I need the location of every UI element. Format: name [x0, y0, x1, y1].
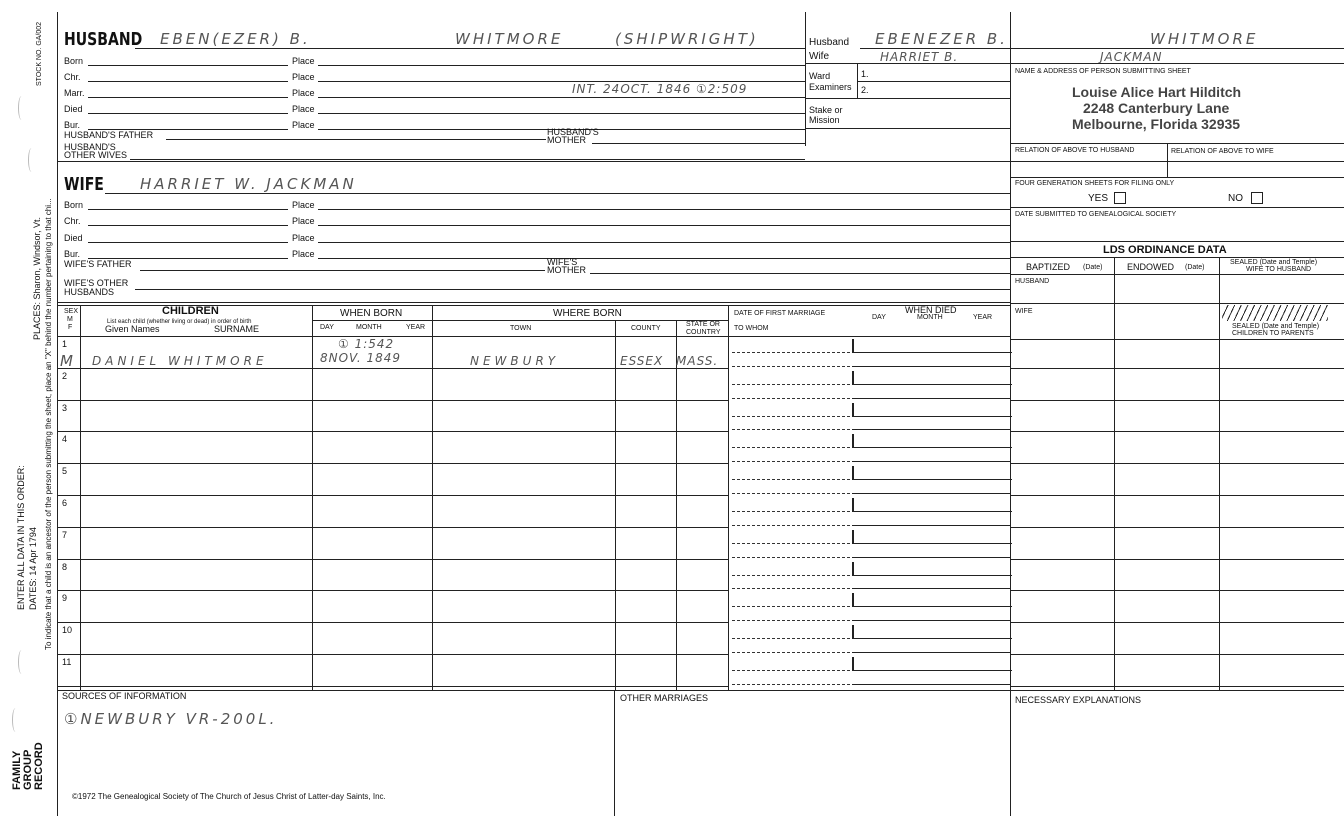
examiner-1: 1. [861, 69, 869, 79]
died-bracket [852, 530, 1012, 544]
no-checkbox[interactable] [1251, 192, 1263, 204]
died-line [852, 620, 1010, 621]
marriage-dash-line [732, 461, 850, 462]
to-whom-label: TO WHOM [734, 325, 769, 332]
lds-row-line [1010, 400, 1344, 401]
child-row-number: 11 [62, 657, 72, 667]
children-note: List each child (whether living or dead) in order of birth [107, 319, 252, 325]
died-line [852, 429, 1010, 430]
field-line [318, 113, 805, 114]
divider [1010, 274, 1344, 275]
died-bracket [852, 339, 1012, 353]
husband-died-label: Died [64, 104, 83, 114]
field-line [140, 270, 545, 271]
field-line [88, 113, 288, 114]
punch-hole-mark [28, 148, 35, 172]
field-line [88, 81, 288, 82]
child-row-number: 8 [62, 562, 68, 572]
place-label: Place [292, 56, 315, 66]
baptized-label: BAPTIZED [1026, 262, 1071, 272]
when-born-label: WHEN BORN [340, 308, 403, 319]
wife-father-label: WIFE'S FATHER [64, 259, 132, 269]
marriage-dash-line [732, 525, 850, 526]
divider [805, 63, 1344, 64]
child-1-town: NEWBURY [470, 354, 560, 368]
husband-given-name: EBEN(EZER) B. [160, 30, 311, 48]
lds-row-line [1010, 559, 1344, 560]
died-bracket [852, 657, 1012, 671]
stake-label: Stake or Mission [809, 105, 843, 125]
born-month-label: MONTH [356, 324, 382, 331]
given-names-label: Given Names [105, 324, 160, 334]
index-wife-label: Wife [809, 51, 829, 62]
field-line [135, 289, 1010, 290]
died-line [852, 461, 1010, 462]
lds-row-line [1010, 527, 1344, 528]
divider [432, 305, 433, 690]
place-label: Place [292, 200, 315, 210]
form-title: FAMILY GROUP RECORD [11, 742, 45, 790]
divider [57, 690, 1344, 691]
divider [80, 305, 81, 690]
when-died-label: WHEN DIED [905, 305, 957, 315]
wife-died-label: Died [64, 233, 83, 243]
place-label: Place [292, 104, 315, 114]
endowed-label: ENDOWED [1127, 262, 1174, 272]
wife-other-husbands-label: WIFE'S OTHER HUSBANDS [64, 278, 129, 297]
child-row-number: 1 [62, 339, 68, 349]
field-line [318, 225, 1010, 226]
died-bracket [852, 434, 1012, 448]
child-row-line [57, 559, 728, 560]
yes-checkbox[interactable] [1114, 192, 1126, 204]
marriage-dash-line [732, 543, 850, 544]
born-day-label: DAY [320, 324, 334, 331]
wife-chr-label: Chr. [64, 216, 81, 226]
divider [805, 98, 1010, 99]
marriage-dash-line [732, 557, 850, 558]
child-1-born-ref: ① 1:542 [338, 337, 395, 351]
lds-row-line [1010, 654, 1344, 655]
field-line [318, 258, 1010, 259]
marriage-dash-line [732, 384, 850, 385]
died-line [852, 366, 1010, 367]
divider [1010, 143, 1344, 144]
marriage-dash-line [732, 620, 850, 621]
died-line [852, 398, 1010, 399]
town-label: TOWN [510, 325, 532, 332]
marriage-dash-line [732, 352, 850, 353]
marriage-dash-line [732, 447, 850, 448]
field-line [88, 242, 288, 243]
husband-born-label: Born [64, 56, 84, 66]
child-row-line [57, 400, 728, 401]
husband-surname: WHITMORE [455, 30, 564, 48]
marriage-dash-line [732, 670, 850, 671]
husband-heading: HUSBAND [64, 29, 143, 50]
divider [614, 690, 615, 816]
child-row-line [57, 654, 728, 655]
dates-note: DATES: 14 Apr 1794 [28, 527, 38, 610]
divider [57, 336, 1010, 337]
child-row-line [57, 622, 728, 623]
child-1-sex: M [60, 352, 76, 370]
index-husband-label: Husband [809, 37, 850, 48]
field-line [130, 159, 805, 160]
enter-all-note: ENTER ALL DATA IN THIS ORDER: [16, 465, 26, 610]
other-marriages-label: OTHER MARRIAGES [620, 693, 709, 703]
child-row-line [57, 431, 728, 432]
places-note: PLACES: Sharon, Windsor, Vt. [32, 216, 42, 340]
yes-label: YES [1088, 193, 1109, 204]
relation-husband-label: RELATION OF ABOVE TO HUSBAND [1015, 147, 1135, 154]
relation-wife-label: RELATION OF ABOVE TO WIFE [1171, 148, 1274, 155]
divider [805, 12, 806, 146]
marriage-dash-line [732, 479, 850, 480]
wife-born-label: Born [64, 200, 84, 210]
lds-wife-label: WIFE [1015, 308, 1033, 315]
field-line [860, 48, 1344, 49]
baptized-date-label: (Date) [1083, 264, 1103, 271]
died-line [852, 525, 1010, 526]
field-line [318, 65, 805, 66]
place-label: Place [292, 72, 315, 82]
child-row-number: 9 [62, 593, 68, 603]
died-line [852, 684, 1010, 685]
child-row-line [57, 527, 728, 528]
surname-label: SURNAME [214, 324, 260, 334]
child-row-line [57, 463, 728, 464]
child-row-line [57, 495, 728, 496]
marriage-dash-line [732, 638, 850, 639]
field-line [88, 65, 288, 66]
lds-row-line [1010, 368, 1344, 369]
wife-name-line [105, 193, 1010, 194]
place-label: Place [292, 249, 315, 259]
divider [1010, 339, 1344, 340]
lds-row-line [1010, 463, 1344, 464]
hatched-area [1222, 305, 1328, 321]
lds-title: LDS ORDINANCE DATA [1103, 244, 1227, 256]
lds-row-line [1010, 686, 1344, 687]
explanations-label: NECESSARY EXPLANATIONS [1015, 695, 1142, 705]
divider [728, 305, 729, 690]
husband-chr-label: Chr. [64, 72, 81, 82]
punch-hole-mark [18, 650, 25, 674]
place-label: Place [292, 216, 315, 226]
marriage-dash-line [732, 416, 850, 417]
marriage-dash-line [732, 588, 850, 589]
submitter-name: Louise Alice Hart Hilditch [1072, 84, 1242, 100]
divider [1219, 257, 1220, 690]
wife-bur-label: Bur. [64, 249, 81, 259]
examiner-2: 2. [861, 85, 869, 95]
divider [312, 305, 313, 690]
marriage-dash-line [732, 398, 850, 399]
field-line [857, 81, 1010, 82]
wife-heading: WIFE [64, 174, 104, 195]
index-husband-surname: WHITMORE [1150, 30, 1259, 48]
husband-marriage-value: INT. 24OCT. 1846 ①2:509 [572, 82, 748, 96]
lds-row-line [1010, 590, 1344, 591]
lds-row-line [1010, 431, 1344, 432]
died-bracket [852, 593, 1012, 607]
submitter-label: NAME & ADDRESS OF PERSON SUBMITTING SHEET [1015, 68, 1191, 75]
child-1-state: MASS. [676, 354, 719, 368]
child-row-line [57, 590, 728, 591]
divider [1010, 177, 1344, 178]
children-title: CHILDREN [162, 305, 219, 317]
child-row-number: 2 [62, 371, 68, 381]
where-born-label: WHERE BORN [553, 308, 622, 319]
field-line [166, 139, 546, 140]
divider [1010, 257, 1344, 258]
divider [57, 302, 1010, 303]
four-generation-label: FOUR GENERATION SHEETS FOR FILING ONLY [1015, 180, 1175, 187]
husband-father-label: HUSBAND'S FATHER [64, 130, 154, 140]
child-row-number: 4 [62, 434, 68, 444]
marriage-dash-line [732, 684, 850, 685]
divider [312, 320, 432, 321]
marriage-dash-line [732, 606, 850, 607]
index-husband-given: EBENEZER B. [875, 30, 1008, 48]
wife-mother-label: WIFE'S MOTHER [547, 257, 586, 275]
died-year-label: YEAR [973, 314, 993, 321]
lds-husband-label: HUSBAND [1015, 278, 1050, 285]
field-line [318, 242, 1010, 243]
divider [57, 161, 1344, 162]
husband-occupation: (SHIPWRIGHT) [615, 30, 759, 48]
place-label: Place [292, 88, 315, 98]
child-row-number: 7 [62, 530, 68, 540]
child-1-born: 8NOV. 1849 [320, 351, 402, 365]
field-line [88, 97, 288, 98]
child-1-county: ESSEX [620, 354, 664, 368]
divider [676, 320, 677, 690]
child-1-name: DANIEL WHITMORE [92, 354, 268, 368]
field-line [88, 209, 288, 210]
index-wife-surname: JACKMAN [1100, 50, 1163, 64]
county-label: COUNTY [631, 325, 661, 332]
marriage-dash-line [732, 493, 850, 494]
child-row-line [57, 686, 728, 687]
died-bracket [852, 466, 1012, 480]
divider [1167, 143, 1168, 177]
place-label: Place [292, 233, 315, 243]
divider [1114, 257, 1115, 690]
wife-name: HARRIET W. JACKMAN [140, 175, 357, 193]
date-submitted-label: DATE SUBMITTED TO GENEALOGICAL SOCIETY [1015, 211, 1177, 218]
child-row-number: 10 [62, 625, 73, 635]
child-row-number: 3 [62, 403, 68, 413]
submitter-city: Melbourne, Florida 32935 [1072, 116, 1241, 132]
examiners-label: Examiners [809, 82, 852, 92]
divider [1010, 303, 1344, 304]
marriage-dash-line [732, 429, 850, 430]
divider [432, 320, 728, 321]
child-row-line [57, 368, 728, 369]
field-line [318, 97, 805, 98]
field-line [590, 273, 1010, 274]
divider [1010, 241, 1344, 242]
field-line [318, 209, 1010, 210]
marriage-dash-line [732, 366, 850, 367]
died-line [852, 652, 1010, 653]
died-line [852, 557, 1010, 558]
stock-number: STOCK NO. GA/002 [36, 21, 43, 86]
born-year-label: YEAR [406, 324, 426, 331]
died-bracket [852, 403, 1012, 417]
punch-hole-mark [12, 708, 19, 732]
state-label: STATE OR COUNTRY [686, 321, 721, 336]
marriage-dash-line [732, 575, 850, 576]
died-bracket [852, 562, 1012, 576]
sealed-wife-label: SEALED (Date and Temple) WIFE TO HUSBAND [1230, 259, 1318, 273]
lds-row-line [1010, 495, 1344, 496]
ancestor-instruction: To indicate that a child is an ancestor of the person submitting the sheet, place an "X" behind the number pertaining to that chi... [44, 198, 53, 650]
field-line [592, 143, 805, 144]
died-month-label: MONTH [917, 314, 943, 321]
divider [1010, 207, 1344, 208]
marriage-dash-line [732, 511, 850, 512]
died-day-label: DAY [872, 314, 886, 321]
sealed-children-label: SEALED (Date and Temple) CHILDREN TO PARENTS [1232, 323, 1320, 337]
died-bracket [852, 498, 1012, 512]
husband-mother-label: HUSBAND'S MOTHER [547, 127, 599, 145]
ward-label: Ward [809, 71, 831, 81]
no-label: NO [1228, 193, 1243, 204]
first-marriage-label: DATE OF FIRST MARRIAGE [734, 310, 826, 317]
husband-bur-label: Bur. [64, 120, 81, 130]
died-bracket [852, 371, 1012, 385]
place-label: Place [292, 120, 315, 130]
died-line [852, 493, 1010, 494]
marriage-dash-line [732, 652, 850, 653]
sex-label: SEX M F [64, 308, 79, 331]
index-wife-given: HARRIET B. [880, 50, 959, 64]
field-line [88, 225, 288, 226]
submitter-street: 2248 Canterbury Lane [1083, 100, 1230, 116]
punch-hole-mark [18, 96, 25, 120]
husband-name-line [135, 48, 805, 49]
lds-row-line [1010, 622, 1344, 623]
divider [615, 320, 616, 690]
endowed-date-label: (Date) [1185, 264, 1205, 271]
divider [805, 128, 1010, 129]
died-bracket [852, 625, 1012, 639]
sources-label: SOURCES OF INFORMATION [62, 691, 187, 701]
sources-value: ①NEWBURY VR-200L. [64, 710, 278, 728]
died-line [852, 588, 1010, 589]
child-row-number: 6 [62, 498, 68, 508]
left-border [57, 12, 58, 816]
child-row-number: 5 [62, 466, 68, 476]
copyright: ©1972 The Genealogical Society of The Church of Jesus Christ of Latter-day Saints, Inc. [72, 792, 386, 801]
husband-marr-label: Marr. [64, 88, 85, 98]
husband-other-wives-label: HUSBAND'S OTHER WIVES [64, 142, 128, 160]
